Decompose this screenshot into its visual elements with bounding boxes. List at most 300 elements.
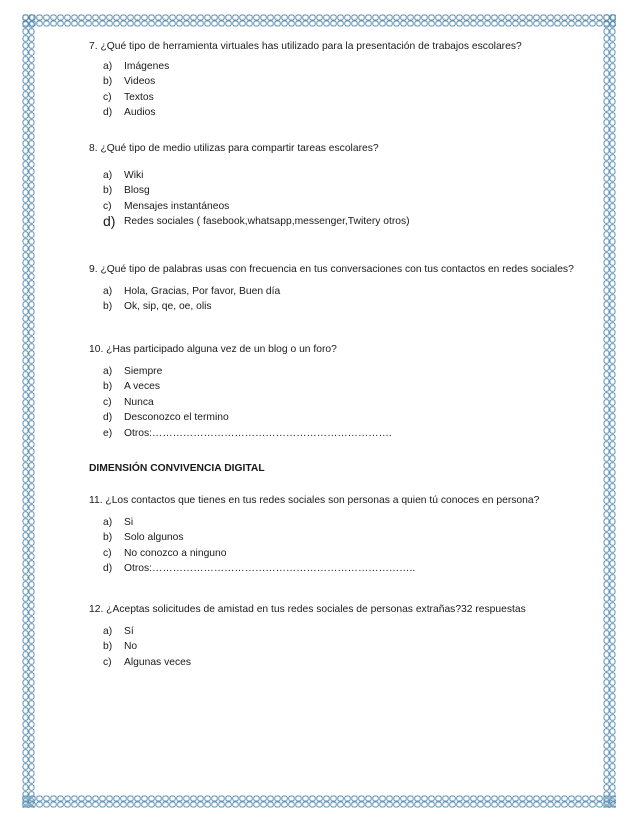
border-link [86,802,91,807]
border-link [562,15,567,20]
border-link [610,323,615,328]
border-link [23,22,28,27]
border-link [23,652,28,657]
border-link [610,190,615,195]
border-link [604,505,609,510]
border-link [610,484,615,489]
border-link [29,358,34,363]
question-12 [89,602,526,670]
border-link [610,540,615,545]
border-link [610,29,615,34]
border-link [604,239,609,244]
option-item [89,59,522,75]
border-link [548,796,553,801]
border-link [610,351,615,356]
border-link [23,568,28,573]
border-link [29,568,34,573]
border-link [555,796,560,801]
border-link [604,323,609,328]
border-link [23,85,28,90]
border-link [205,21,210,26]
border-link [520,802,525,807]
border-link [604,281,609,286]
border-link [23,337,28,342]
border-link [513,21,518,26]
border-link [317,802,322,807]
border-link [29,162,34,167]
border-link [23,281,28,286]
border-link [366,15,371,20]
border-link [37,21,42,26]
option-letter: a) [103,60,113,72]
border-link [163,802,168,807]
border-link [610,169,615,174]
border-link [604,148,609,153]
border-link [457,21,462,26]
border-link [610,645,615,650]
border-link [485,21,490,26]
border-link [604,729,609,734]
border-link [254,802,259,807]
border-link [576,802,581,807]
border-link [240,796,245,801]
border-link [23,274,28,279]
border-link [610,491,615,496]
border-link [610,757,615,762]
border-link [29,757,34,762]
border-link [282,15,287,20]
border-link [610,659,615,664]
border-link [610,316,615,321]
border-link [23,785,28,790]
border-link [380,21,385,26]
border-link [604,120,609,125]
border-link [23,323,28,328]
border-link [471,21,476,26]
border-link [604,582,609,587]
option-text: A veces [124,381,161,392]
border-link [597,802,602,807]
border-link [23,512,28,517]
border-link [198,802,203,807]
border-link [23,162,28,167]
border-link [29,393,34,398]
border-link [604,162,609,167]
border-link [128,21,133,26]
border-link [23,386,28,391]
border-link [604,638,609,643]
border-link [29,463,34,468]
border-link [23,519,28,524]
section-heading: DIMENSIÓN CONVIVENCIA DIGITAL [89,463,265,474]
border-link [352,21,357,26]
border-link [604,106,609,111]
border-link [29,582,34,587]
border-link [240,21,245,26]
border-link [29,715,34,720]
border-link [205,802,210,807]
border-link [29,666,34,671]
border-link [29,638,34,643]
border-link [359,21,364,26]
border-link [29,477,34,482]
border-link [29,778,34,783]
border-link [604,246,609,251]
border-link [610,701,615,706]
border-link [610,281,615,286]
border-link [610,400,615,405]
border-link [29,470,34,475]
border-link [310,796,315,801]
border-link [422,796,427,801]
border-link [604,694,609,699]
border-link [79,802,84,807]
border-link [610,155,615,160]
border-link [534,21,539,26]
border-link [289,802,294,807]
border-link [610,309,615,314]
border-link [548,802,553,807]
border-link [604,337,609,342]
border-link [149,15,154,20]
border-link [268,21,273,26]
border-link [29,540,34,545]
border-link [23,302,28,307]
border-link [29,99,34,104]
border-link [373,21,378,26]
border-link [610,603,615,608]
border-link [604,57,609,62]
border-link [23,141,28,146]
border-link [29,211,34,216]
border-link [380,796,385,801]
option-list [89,284,574,315]
border-link [37,15,42,20]
border-link [247,15,252,20]
border-link [604,344,609,349]
border-link [317,796,322,801]
border-link [604,365,609,370]
border-link [604,435,609,440]
border-link [352,15,357,20]
border-link [610,589,615,594]
border-link [555,21,560,26]
border-link [373,802,378,807]
border-link [29,120,34,125]
border-link [23,106,28,111]
option-letter: a) [103,365,113,377]
option-item [89,299,574,315]
option-text: Siempre [124,365,163,377]
option-text: Textos [124,91,154,103]
option-text: Hola, Gracias, Por favor, Buen día [124,285,281,297]
border-link [100,802,105,807]
border-link [29,736,34,741]
border-link [261,15,266,20]
option-item [89,530,539,546]
border-link [485,15,490,20]
option-item [89,90,522,106]
border-link [610,64,615,69]
border-link [170,21,175,26]
border-link [29,267,34,272]
border-link [310,21,315,26]
border-link [29,589,34,594]
option-item [89,515,539,531]
border-link [23,155,28,160]
border-link [254,796,259,801]
border-link [23,407,28,412]
border-link [317,15,322,20]
border-link [345,802,350,807]
border-link [184,802,189,807]
border-link [387,796,392,801]
border-link [436,15,441,20]
border-link [534,802,539,807]
border-link [303,796,308,801]
border-link [610,78,615,83]
border-link [604,155,609,160]
border-link [478,21,483,26]
border-link [23,64,28,69]
border-link [23,351,28,356]
border-link [254,21,259,26]
border-link [23,260,28,265]
border-link [604,547,609,552]
border-link [29,127,34,132]
border-link [247,796,252,801]
border-link [548,21,553,26]
border-link [23,204,28,209]
border-link [29,603,34,608]
option-item [89,655,526,671]
border-link [212,796,217,801]
border-link [23,379,28,384]
border-link [191,796,196,801]
border-link [23,547,28,552]
border-link [604,29,609,34]
border-link [156,21,161,26]
border-link [548,15,553,20]
border-link [205,15,210,20]
border-link [415,21,420,26]
border-link [219,15,224,20]
border-link [29,253,34,258]
border-link [107,796,112,801]
border-link [352,802,357,807]
border-link [29,309,34,314]
border-link [23,617,28,622]
border-link [86,796,91,801]
border-link [541,21,546,26]
border-link [604,757,609,762]
border-link [610,722,615,727]
border-link [562,796,567,801]
border-link [387,15,392,20]
border-link [604,372,609,377]
border-link [296,21,301,26]
border-link [492,802,497,807]
border-link [29,785,34,790]
border-link [527,802,532,807]
border-link [610,498,615,503]
option-item [89,426,392,442]
border-link [450,21,455,26]
border-link [597,21,602,26]
option-text: Ok, sip, qe, oe, olis [124,301,212,312]
border-link [23,778,28,783]
border-link [610,36,615,41]
option-item [89,364,392,380]
border-link [23,764,28,769]
border-link [23,701,28,706]
border-link [604,379,609,384]
border-link [29,456,34,461]
border-link [401,21,406,26]
option-item [89,168,410,184]
border-link [610,463,615,468]
border-link [610,407,615,412]
border-link [610,428,615,433]
border-link [170,802,175,807]
border-link [29,57,34,62]
border-link [29,288,34,293]
border-link [29,113,34,118]
border-link [610,211,615,216]
border-link [604,316,609,321]
border-link [23,36,28,41]
border-link [604,85,609,90]
border-link [212,21,217,26]
border-link [478,802,483,807]
border-link [23,442,28,447]
border-link [51,796,56,801]
border-link [408,15,413,20]
border-link [471,802,476,807]
border-link [226,796,231,801]
border-link [610,260,615,265]
border-link [471,15,476,20]
question-text: 9. ¿Qué tipo de palabras usas con frecuencia en tus conversaciones con tus contactos en redes sociales? [89,264,574,275]
border-link [604,302,609,307]
border-link [610,141,615,146]
border-link [29,722,34,727]
option-letter: d) [103,213,116,229]
border-link [604,64,609,69]
border-link [247,802,252,807]
border-link [450,796,455,801]
border-link [604,512,609,517]
border-link [29,673,34,678]
border-link [610,344,615,349]
border-link [23,540,28,545]
border-link [177,15,182,20]
border-link [610,372,615,377]
border-link [23,729,28,734]
border-link [604,708,609,713]
border-link [23,414,28,419]
border-link [23,372,28,377]
question-text: 10. ¿Has participado alguna vez de un blog o un foro? [89,344,337,355]
border-link [29,701,34,706]
border-link [604,645,609,650]
border-link [610,449,615,454]
border-link [23,148,28,153]
border-link [29,183,34,188]
border-link [23,750,28,755]
border-link [23,113,28,118]
border-link [604,554,609,559]
border-link [610,274,615,279]
option-text: No conozco a ninguno [124,547,227,559]
border-link [198,21,203,26]
option-text: No [124,641,138,652]
border-link [492,796,497,801]
border-link [23,330,28,335]
border-link [604,778,609,783]
border-link [23,134,28,139]
border-link [29,141,34,146]
border-link [415,802,420,807]
border-link [170,15,175,20]
border-link [394,21,399,26]
border-link [499,796,504,801]
question-text: 12. ¿Aceptas solicitudes de amistad en tus redes sociales de personas extrañas?32 respuestas [89,604,526,615]
border-link [324,21,329,26]
border-link [29,407,34,412]
border-link [29,239,34,244]
border-link [604,687,609,692]
border-link [23,120,28,125]
border-link [604,680,609,685]
border-link [576,15,581,20]
border-link [513,802,518,807]
option-text: Audios [124,107,156,118]
border-link [184,796,189,801]
border-link [23,435,28,440]
border-link [100,796,105,801]
border-link [464,802,469,807]
border-link [610,288,615,293]
border-link [610,267,615,272]
border-link [604,540,609,545]
border-link [527,21,532,26]
border-link [604,785,609,790]
border-link [29,379,34,384]
border-link [29,421,34,426]
border-link [23,15,28,20]
border-link [23,722,28,727]
border-link [142,21,147,26]
border-link [29,414,34,419]
border-link [527,796,532,801]
border-link [610,414,615,419]
border-link [23,421,28,426]
border-link [29,330,34,335]
border-link [23,239,28,244]
option-list [89,168,410,230]
border-link [604,470,609,475]
border-link [23,71,28,76]
border-link [610,113,615,118]
border-link [478,796,483,801]
border-link [135,15,140,20]
border-link [23,92,28,97]
option-letter: e) [103,427,113,439]
border-link [506,796,511,801]
border-link [610,106,615,111]
border-link [23,246,28,251]
